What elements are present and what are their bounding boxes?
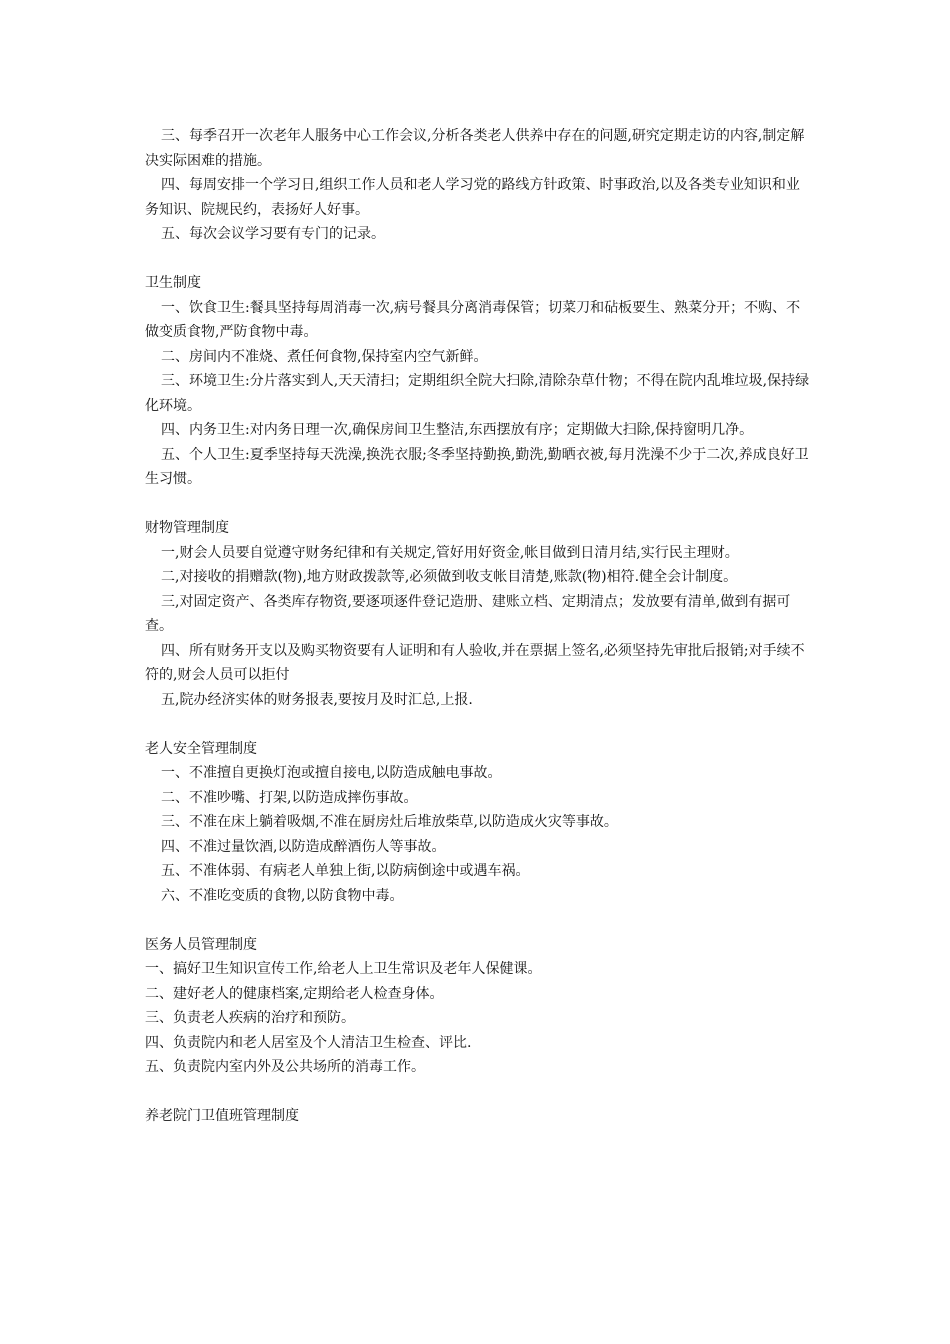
section-title: 养老院门卫值班管理制度 [145,1108,299,1124]
paragraph: 一、搞好卫生知识宣传工作,给老人上卫生常识及老年人保健课。 [145,961,542,977]
paragraph: 二、建好老人的健康档案,定期给老人检查身体。 [145,985,444,1002]
section-title: 财物管理制度 [145,520,229,536]
paragraph: 二、房间内不准烧、煮任何食物,保持室内空气新鲜。 [161,348,488,365]
section-5 [145,1104,810,1129]
paragraph: 一、不准擅自更换灯泡或擅自接电,以防造成触电事故。 [161,765,502,781]
paragraph: 四、不准过量饮酒,以防造成醉酒伤人等事故。 [161,838,446,855]
paragraph: 五、个人卫生:夏季坚持每天洗澡,换洗衣服;冬季坚持勤换,勤洗,勤晒衣被,每月洗澡不少于二次,养成良好卫生习惯。 [145,446,809,487]
document-body [145,124,810,1129]
paragraph: 三,对固定资产、各类库存物资,要逐项逐件登记造册、建账立档、定期清点；发放要有清单,做到有据可查。 [145,593,791,634]
section-3 [145,737,810,909]
paragraph: 三、每季召开一次老年人服务中心工作会议,分析各类老人供养中存在的问题,研究定期走访的内容,制定解决实际困难的措施。 [145,128,805,169]
section-title: 老人安全管理制度 [145,740,257,757]
section-title: 医务人员管理制度 [145,936,257,953]
section-0 [145,124,810,247]
paragraph: 四、内务卫生:对内务日理一次,确保房间卫生整洁,东西摆放有序；定期做大扫除,保持窗明几净。 [161,422,754,438]
paragraph: 四、所有财务开支以及购买物资要有人证明和有人验收,并在票据上签名,必须坚持先审批后报销;对手续不符的,财会人员可以拒付 [145,642,805,683]
section-2 [145,516,810,712]
paragraph: 一、饮食卫生:餐具坚持每周消毒一次,病号餐具分离消毒保管；切菜刀和砧板要生、熟菜分开；不购、不做变质食物,严防食物中毒。 [145,299,801,340]
paragraph: 五,院办经济实体的财务报表,要按月及时汇总,上报. [161,691,473,708]
paragraph: 三、环境卫生:分片落实到人,天天清扫；定期组织全院大扫除,清除杂草什物；不得在院内乱堆垃圾,保持绿化环境。 [145,373,810,414]
paragraph: 三、负责老人疾病的治疗和预防。 [145,1010,355,1026]
paragraph: 五、每次会议学习要有专门的记录。 [161,226,385,242]
paragraph: 四、每周安排一个学习日,组织工作人员和老人学习党的路线方针政策、时事政治,以及各类专业知识和业务知识、院规民约，表扬好人好事。 [145,177,800,218]
section-title: 卫生制度 [145,275,201,291]
paragraph: 二,对接收的捐赠款(物),地方财政拨款等,必须做到收支帐目清楚,账款(物)相符.健全会计制度。 [161,569,738,585]
paragraph: 六、不准吃变质的食物,以防食物中毒。 [161,887,404,904]
paragraph: 二、不准吵嘴、打架,以防造成摔伤事故。 [161,789,418,806]
paragraph: 一,财会人员要自觉遵守财务纪律和有关规定,管好用好资金,帐目做到日清月结,实行民主理财。 [161,544,739,561]
paragraph: 四、负责院内和老人居室及个人清洁卫生检查、评比. [145,1034,472,1051]
paragraph: 三、不准在床上躺着吸烟,不准在厨房灶后堆放柴草,以防造成火灾等事故。 [161,814,618,830]
section-4 [145,933,810,1080]
paragraph: 五、负责院内室内外及公共场所的消毒工作。 [145,1059,425,1075]
section-1 [145,271,810,492]
paragraph: 五、不准体弱、有病老人单独上街,以防病倒途中或遇车祸。 [161,863,530,879]
